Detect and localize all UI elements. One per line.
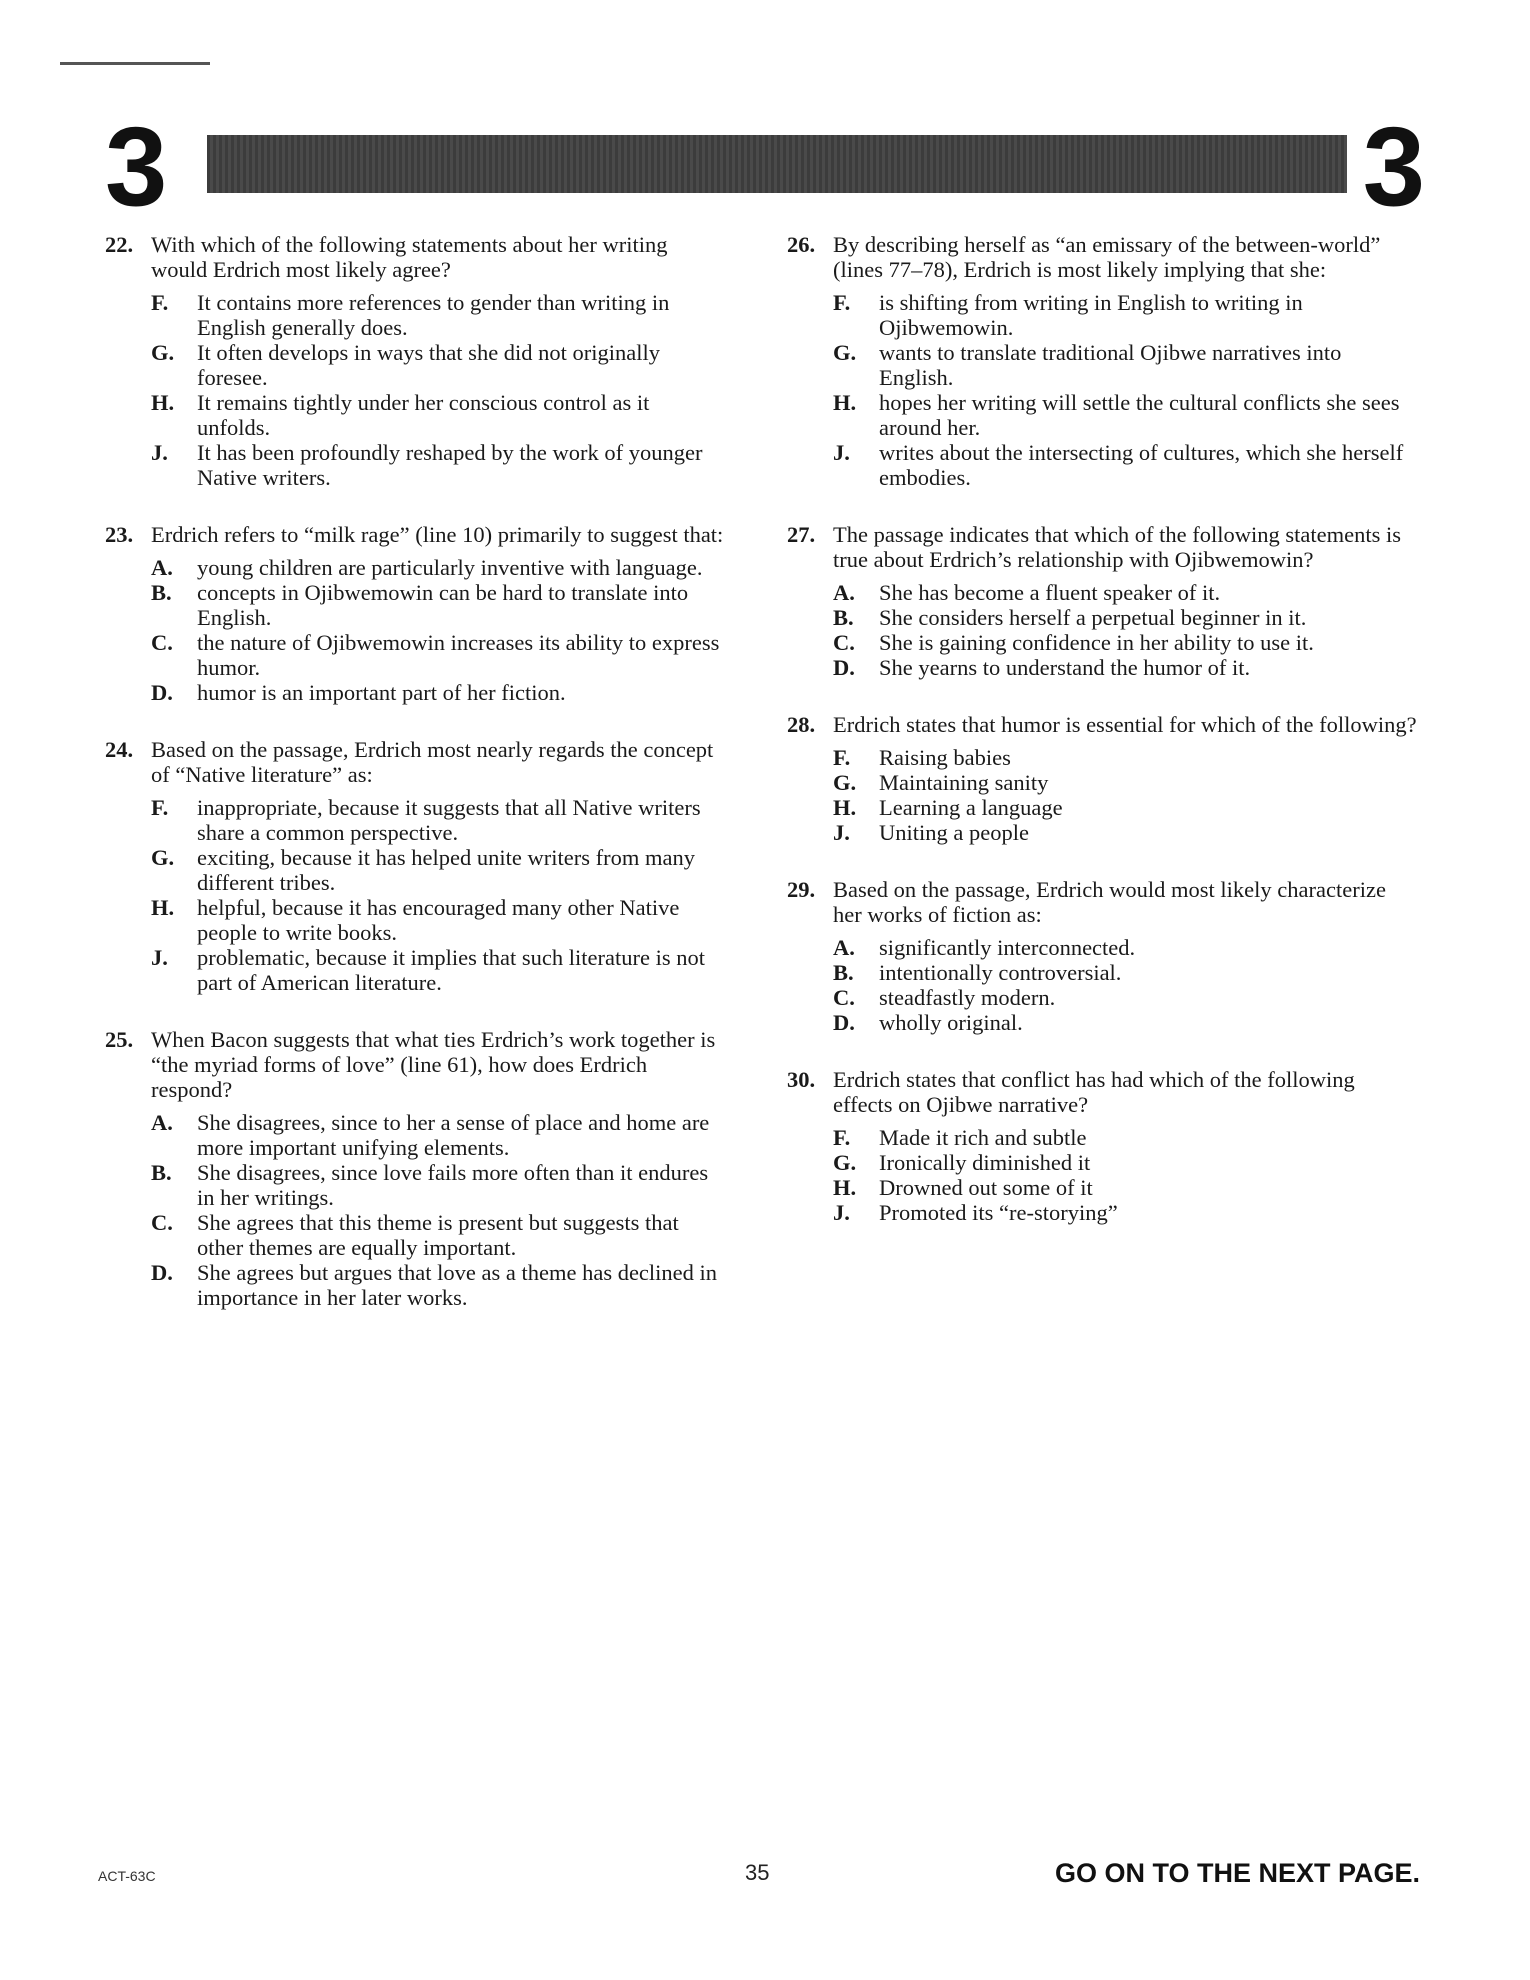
question-number: 25. (105, 1027, 134, 1052)
option-text: helpful, because it has encouraged many other Native people to write books. (197, 895, 680, 945)
question-text: Based on the passage, Erdrich most nearly regards the concept of “Native literature” as: (151, 737, 714, 787)
answer-option (105, 795, 725, 845)
option-text: Made it rich and subtle (879, 1125, 1087, 1150)
question (787, 712, 1419, 845)
answer-option (787, 655, 1419, 680)
option-letter: A. (151, 555, 173, 580)
option-letter: B. (833, 960, 854, 985)
answer-option (787, 1125, 1419, 1150)
option-text: She disagrees, since love fails more often than it endures in her writings. (197, 1160, 709, 1210)
answer-option (787, 820, 1419, 845)
option-letter: H. (833, 390, 857, 415)
question-stem (787, 522, 1419, 572)
option-text: Raising babies (879, 745, 1011, 770)
question-text: The passage indicates that which of the following statements is true about Erdrich’s relationship with Ojibwemowin? (833, 522, 1401, 572)
option-letter: F. (833, 290, 851, 315)
question-number: 24. (105, 737, 134, 762)
section-header (105, 104, 1425, 229)
option-letter: F. (151, 290, 169, 315)
answer-options (105, 555, 725, 705)
option-text: wants to translate traditional Ojibwe narratives into English. (879, 340, 1342, 390)
answer-option (787, 290, 1419, 340)
question (105, 522, 725, 705)
question-text: By describing herself as “an emissary of the between-world” (lines 77–78), Erdrich is most likely implying that she: (833, 232, 1381, 282)
option-text: concepts in Ojibwemowin can be hard to translate into English. (197, 580, 689, 630)
answer-option (105, 1110, 725, 1160)
option-letter: B. (151, 1160, 172, 1185)
option-text: steadfastly modern. (879, 985, 1056, 1010)
option-letter: D. (833, 1010, 855, 1035)
option-letter: G. (151, 845, 175, 870)
answer-option (787, 630, 1419, 655)
option-text: hopes her writing will settle the cultural conflicts she sees around her. (879, 390, 1400, 440)
answer-options (787, 290, 1419, 490)
option-text: the nature of Ojibwemowin increases its ability to express humor. (197, 630, 720, 680)
option-text: She disagrees, since to her a sense of place and home are more important unifying elements. (197, 1110, 710, 1160)
option-letter: J. (833, 820, 850, 845)
answer-option (105, 1260, 725, 1310)
question (105, 1027, 725, 1310)
section-number-left: 3 (105, 104, 168, 229)
answer-option (105, 895, 725, 945)
option-text: She agrees but argues that love as a theme has declined in importance in her later works. (197, 1260, 718, 1310)
answer-options (105, 1110, 725, 1310)
left-column (105, 232, 725, 1342)
question-stem (105, 522, 725, 547)
answer-options (787, 1125, 1419, 1225)
option-letter: D. (833, 655, 855, 680)
option-text: Drowned out some of it (879, 1175, 1093, 1200)
option-letter: H. (833, 795, 857, 820)
option-letter: J. (833, 1200, 850, 1225)
answer-option (105, 845, 725, 895)
option-letter: D. (151, 1260, 173, 1285)
answer-option (787, 1175, 1419, 1200)
question-text: Erdrich states that conflict has had which of the following effects on Ojibwe narrative? (833, 1067, 1355, 1117)
section-header-bar (207, 135, 1347, 193)
option-text: She has become a fluent speaker of it. (879, 580, 1221, 605)
answer-option (105, 630, 725, 680)
option-text: significantly interconnected. (879, 935, 1136, 960)
answer-options (105, 290, 725, 490)
option-text: Promoted its “re-storying” (879, 1200, 1118, 1225)
option-letter: A. (833, 580, 855, 605)
option-text: is shifting from writing in English to writing in Ojibwemowin. (879, 290, 1303, 340)
answer-option (105, 440, 725, 490)
answer-option (105, 340, 725, 390)
answer-option (787, 390, 1419, 440)
question-number: 28. (787, 712, 816, 737)
question-number: 26. (787, 232, 816, 257)
option-text: exciting, because it has helped unite writers from many different tribes. (197, 845, 695, 895)
option-letter: C. (833, 630, 855, 655)
question (787, 522, 1419, 680)
option-text: humor is an important part of her fiction. (197, 680, 566, 705)
answer-option (787, 960, 1419, 985)
right-column (787, 232, 1419, 1257)
form-code: ACT-63C (98, 1868, 156, 1884)
answer-option (787, 745, 1419, 770)
option-letter: H. (151, 390, 175, 415)
answer-option (105, 390, 725, 440)
question-stem (787, 1067, 1419, 1117)
option-letter: A. (833, 935, 855, 960)
page-number: 35 (745, 1860, 770, 1885)
question-text: Based on the passage, Erdrich would most likely characterize her works of fiction as: (833, 877, 1386, 927)
option-letter: F. (151, 795, 169, 820)
option-letter: A. (151, 1110, 173, 1135)
option-letter: C. (833, 985, 855, 1010)
option-text: Learning a language (879, 795, 1063, 820)
option-letter: B. (151, 580, 172, 605)
option-letter: G. (833, 770, 857, 795)
answer-options (787, 935, 1419, 1035)
answer-option (105, 1210, 725, 1260)
option-text: It remains tightly under her conscious control as it unfolds. (197, 390, 650, 440)
option-text: Uniting a people (879, 820, 1029, 845)
option-letter: C. (151, 1210, 173, 1235)
question (787, 1067, 1419, 1225)
option-letter: J. (151, 440, 168, 465)
option-letter: B. (833, 605, 854, 630)
option-text: It often develops in ways that she did not originally foresee. (197, 340, 661, 390)
option-letter: J. (151, 945, 168, 970)
question-stem (787, 712, 1419, 737)
option-text: She yearns to understand the humor of it. (879, 655, 1251, 680)
option-text: intentionally controversial. (879, 960, 1122, 985)
question-text: With which of the following statements about her writing would Erdrich most likely agree? (151, 232, 668, 282)
answer-option (787, 795, 1419, 820)
option-text: She agrees that this theme is present but suggests that other themes are equally important. (197, 1210, 679, 1260)
question (787, 877, 1419, 1035)
question-stem (787, 877, 1419, 927)
question-text: Erdrich states that humor is essential for which of the following? (833, 712, 1417, 737)
answer-option (787, 770, 1419, 795)
answer-option (105, 945, 725, 995)
answer-option (105, 1160, 725, 1210)
option-text: inappropriate, because it suggests that all Native writers share a common perspective. (197, 795, 701, 845)
answer-option (787, 340, 1419, 390)
answer-option (105, 555, 725, 580)
option-letter: F. (833, 745, 851, 770)
answer-option (787, 985, 1419, 1010)
answer-options (787, 580, 1419, 680)
question (105, 232, 725, 490)
question (105, 737, 725, 995)
question (787, 232, 1419, 490)
question-text: When Bacon suggests that what ties Erdrich’s work together is “the myriad forms of love” (line 61), how does Erdrich respond? (151, 1027, 716, 1102)
answer-options (105, 795, 725, 995)
question-stem (787, 232, 1419, 282)
answer-option (105, 290, 725, 340)
option-letter: D. (151, 680, 173, 705)
answer-option (787, 580, 1419, 605)
option-text: She is gaining confidence in her ability to use it. (879, 630, 1314, 655)
option-text: wholly original. (879, 1010, 1023, 1035)
answer-option (787, 1150, 1419, 1175)
option-letter: G. (151, 340, 175, 365)
option-text: writes about the intersecting of cultures, which she herself embodies. (879, 440, 1404, 490)
question-number: 30. (787, 1067, 816, 1092)
answer-option (787, 440, 1419, 490)
answer-option (105, 580, 725, 630)
answer-option (787, 605, 1419, 630)
option-letter: F. (833, 1125, 851, 1150)
question-number: 23. (105, 522, 134, 547)
question-stem (105, 737, 725, 787)
option-text: young children are particularly inventive with language. (197, 555, 703, 580)
option-text: Maintaining sanity (879, 770, 1049, 795)
corner-scan-mark (60, 62, 210, 95)
option-letter: H. (833, 1175, 857, 1200)
question-text: Erdrich refers to “milk rage” (line 10) primarily to suggest that: (151, 522, 724, 547)
option-letter: C. (151, 630, 173, 655)
option-text: Ironically diminished it (879, 1150, 1091, 1175)
option-letter: G. (833, 1150, 857, 1175)
go-on-notice: GO ON TO THE NEXT PAGE. (1054, 1858, 1420, 1888)
question-number: 29. (787, 877, 816, 902)
option-letter: J. (833, 440, 850, 465)
option-text: She considers herself a perpetual beginner in it. (879, 605, 1307, 630)
answer-option (787, 935, 1419, 960)
answer-options (787, 745, 1419, 845)
question-number: 27. (787, 522, 816, 547)
option-text: It contains more references to gender than writing in English generally does. (197, 290, 670, 340)
section-number-right: 3 (1362, 104, 1425, 229)
option-text: It has been profoundly reshaped by the work of younger Native writers. (197, 440, 703, 490)
answer-option (787, 1010, 1419, 1035)
option-letter: H. (151, 895, 175, 920)
question-stem (105, 1027, 725, 1102)
option-text: problematic, because it implies that such literature is not part of American literature. (197, 945, 705, 995)
answer-option (105, 680, 725, 705)
answer-option (787, 1200, 1419, 1225)
option-letter: G. (833, 340, 857, 365)
question-number: 22. (105, 232, 134, 257)
question-stem (105, 232, 725, 282)
